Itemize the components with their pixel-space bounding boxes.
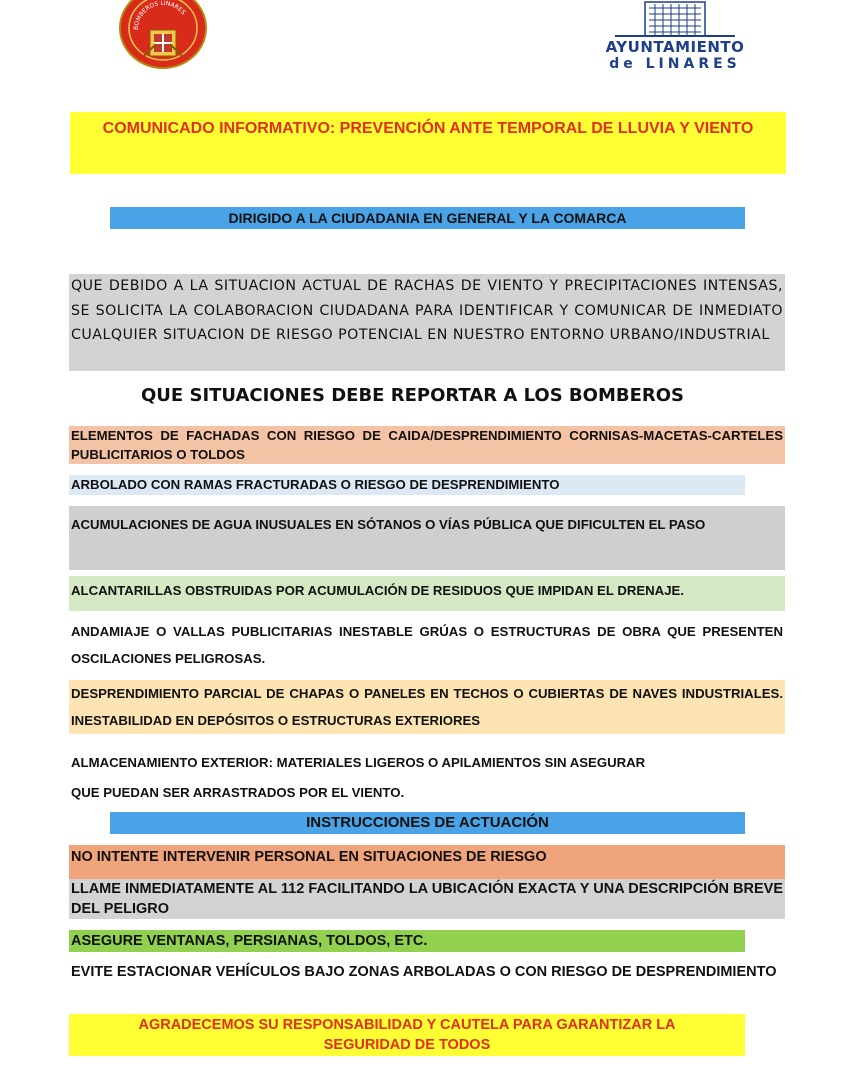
instruction-call-112: LLAME INMEDIATAMENTE AL 112 FACILITANDO LA UBICACIÓN EXACTA Y UNA DESCRIPCIÓN BREVE DEL PELIGRO [71, 881, 783, 917]
report-item-outdoor-storage [69, 748, 785, 802]
report-item-sewers: ALCANTARILLAS OBSTRUIDAS POR ACUMULACIÓN DE RESIDUOS QUE IMPIDAN EL DRENAJE. [69, 576, 785, 611]
report-item-facades: ELEMENTOS DE FACHADAS CON RIESGO DE CAIDA/DESPRENDIMIENTO CORNISAS-MACETAS-CARTELES PUBLICITARIOS O TOLDOS [71, 428, 783, 462]
town-hall-icon [605, 0, 745, 40]
outdoor-storage-line1: ALMACENAMIENTO EXTERIOR: MATERIALES LIGEROS O APILAMIENTOS SIN ASEGURAR [71, 755, 646, 770]
report-item-water: ACUMULACIONES DE AGUA INUSUALES EN SÓTANOS O VÍAS PÚBLICA QUE DIFICULTEN EL PASO [69, 506, 785, 570]
page-title: COMUNICADO INFORMATIVO: PREVENCIÓN ANTE TEMPORAL DE LLUVIA Y VIENTO [70, 112, 786, 174]
report-item-trees: ARBOLADO CON RAMAS FRACTURADAS O RIESGO DE DESPRENDIMIENTO [69, 475, 745, 495]
audience-banner: DIRIGIDO A LA CIUDADANIA EN GENERAL Y LA COMARCA [110, 207, 745, 229]
instruction-no-intervene: NO INTENTE INTERVENIR PERSONAL EN SITUACIONES DE RIESGO [69, 845, 785, 879]
linares-name: de LINARES [609, 56, 741, 72]
seal-text: BOMBEROS LINARES [132, 0, 187, 31]
report-section-title: QUE SITUACIONES DEBE REPORTAR A LOS BOMBEROS [141, 385, 685, 406]
closing-message: AGRADECEMOS SU RESPONSABILIDAD Y CAUTELA PARA GARANTIZAR LA SEGURIDAD DE TODOS [69, 1014, 745, 1056]
ayuntamiento-logo [605, 0, 745, 78]
instruction-secure-windows: ASEGURE VENTANAS, PERSIANAS, TOLDOS, ETC. [69, 930, 745, 952]
bomberos-seal-logo [118, 0, 208, 70]
outdoor-storage-line2: QUE PUEDAN SER ARRASTRADOS POR EL VIENTO. [71, 785, 405, 800]
ayuntamiento-name: AYUNTAMIENTO [605, 38, 745, 56]
report-item-scaffolding: ANDAMIAJE O VALLAS PUBLICITARIAS INESTABLE GRÚAS O ESTRUCTURAS DE OBRA QUE PRESENTEN OSCILACIONES PELIGROSAS. [69, 618, 785, 672]
instructions-title: INSTRUCCIONES DE ACTUACIÓN [110, 812, 745, 834]
intro-paragraph: QUE DEBIDO A LA SITUACION ACTUAL DE RACHAS DE VIENTO Y PRECIPITACIONES INTENSAS, SE SOLICITA LA COLABORACION CIUDADANA PARA IDENTIFICAR Y COMUNICAR DE INMEDIATO CUALQUIER SITUACION DE RIESGO POTENCIAL EN NUESTRO ENTORNO URBANO/INDUSTRIAL [69, 274, 785, 371]
instruction-avoid-parking: EVITE ESTACIONAR VEHÍCULOS BAJO ZONAS ARBOLADAS O CON RIESGO DE DESPRENDIMIENTO [69, 962, 785, 1004]
report-item-roof-panels: DESPRENDIMIENTO PARCIAL DE CHAPAS O PANELES EN TECHOS O CUBIERTAS DE NAVES INDUSTRIALES. INESTABILIDAD EN DEPÓSITOS O ESTRUCTURAS EXTERIORES [69, 680, 785, 734]
